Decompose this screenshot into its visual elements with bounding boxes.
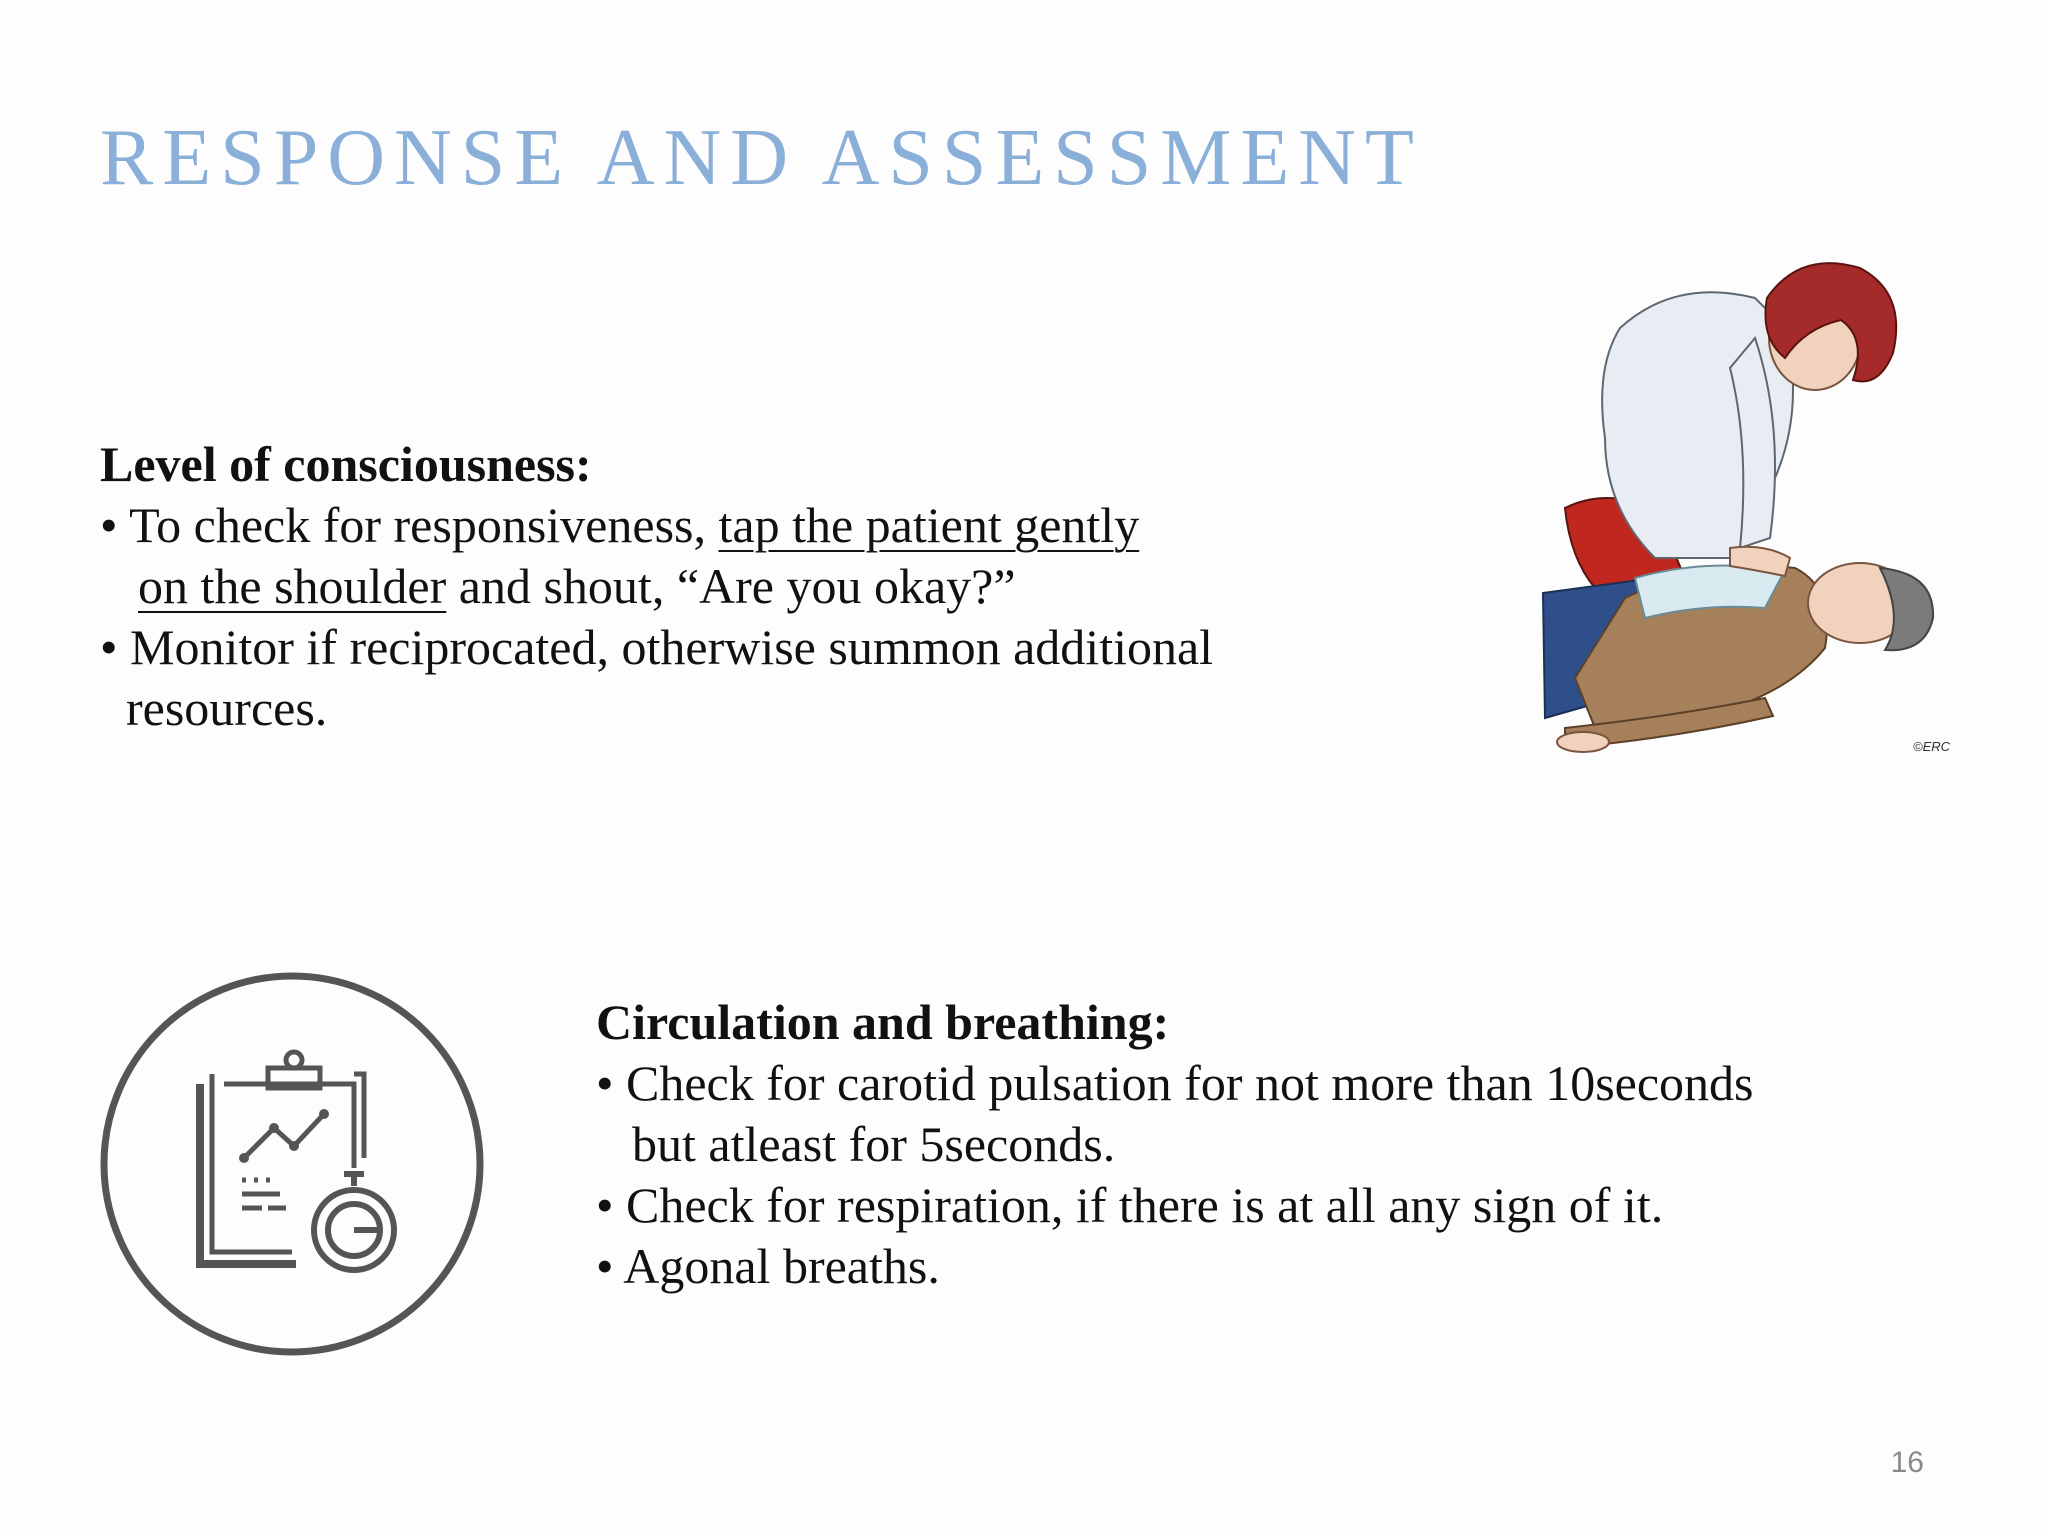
consciousness-bullet-1-line-1 — [100, 495, 1420, 556]
underlined-text: on the shoulder — [138, 558, 447, 614]
consciousness-bullet-2-line-2: resources. — [126, 680, 328, 736]
circulation-bullet-1-line-1: • Check for carotid pulsation for not more than 10seconds — [596, 1055, 1754, 1111]
circulation-heading: Circulation and breathing: — [596, 994, 1170, 1050]
slide-title: RESPONSE AND ASSESSMENT — [100, 114, 1423, 202]
cpr-responsiveness-illustration — [1535, 258, 1965, 768]
circulation-bullet-3: • Agonal breaths. — [596, 1238, 940, 1294]
consciousness-heading: Level of consciousness: — [100, 436, 592, 492]
bullet-text: and shout, “Are you okay?” — [446, 558, 1016, 614]
circulation-section — [596, 992, 2026, 1297]
clipboard-stopwatch-icon — [96, 968, 488, 1360]
consciousness-bullet-2-line-1: • Monitor if reciprocated, otherwise summon additional — [100, 619, 1214, 675]
illustration-mark: ©ERC — [1913, 739, 1951, 754]
circulation-bullet-2: • Check for respiration, if there is at all any sign of it. — [596, 1177, 1664, 1233]
consciousness-bullet-1-line-2 — [100, 556, 1420, 617]
bullet-text: • To check for responsiveness, — [100, 497, 719, 553]
consciousness-section — [100, 434, 1420, 739]
page-number: 16 — [1890, 1446, 1924, 1479]
circulation-bullet-1-line-2: but atleast for 5seconds. — [632, 1116, 1116, 1172]
underlined-text: tap the patient gently — [718, 497, 1140, 553]
